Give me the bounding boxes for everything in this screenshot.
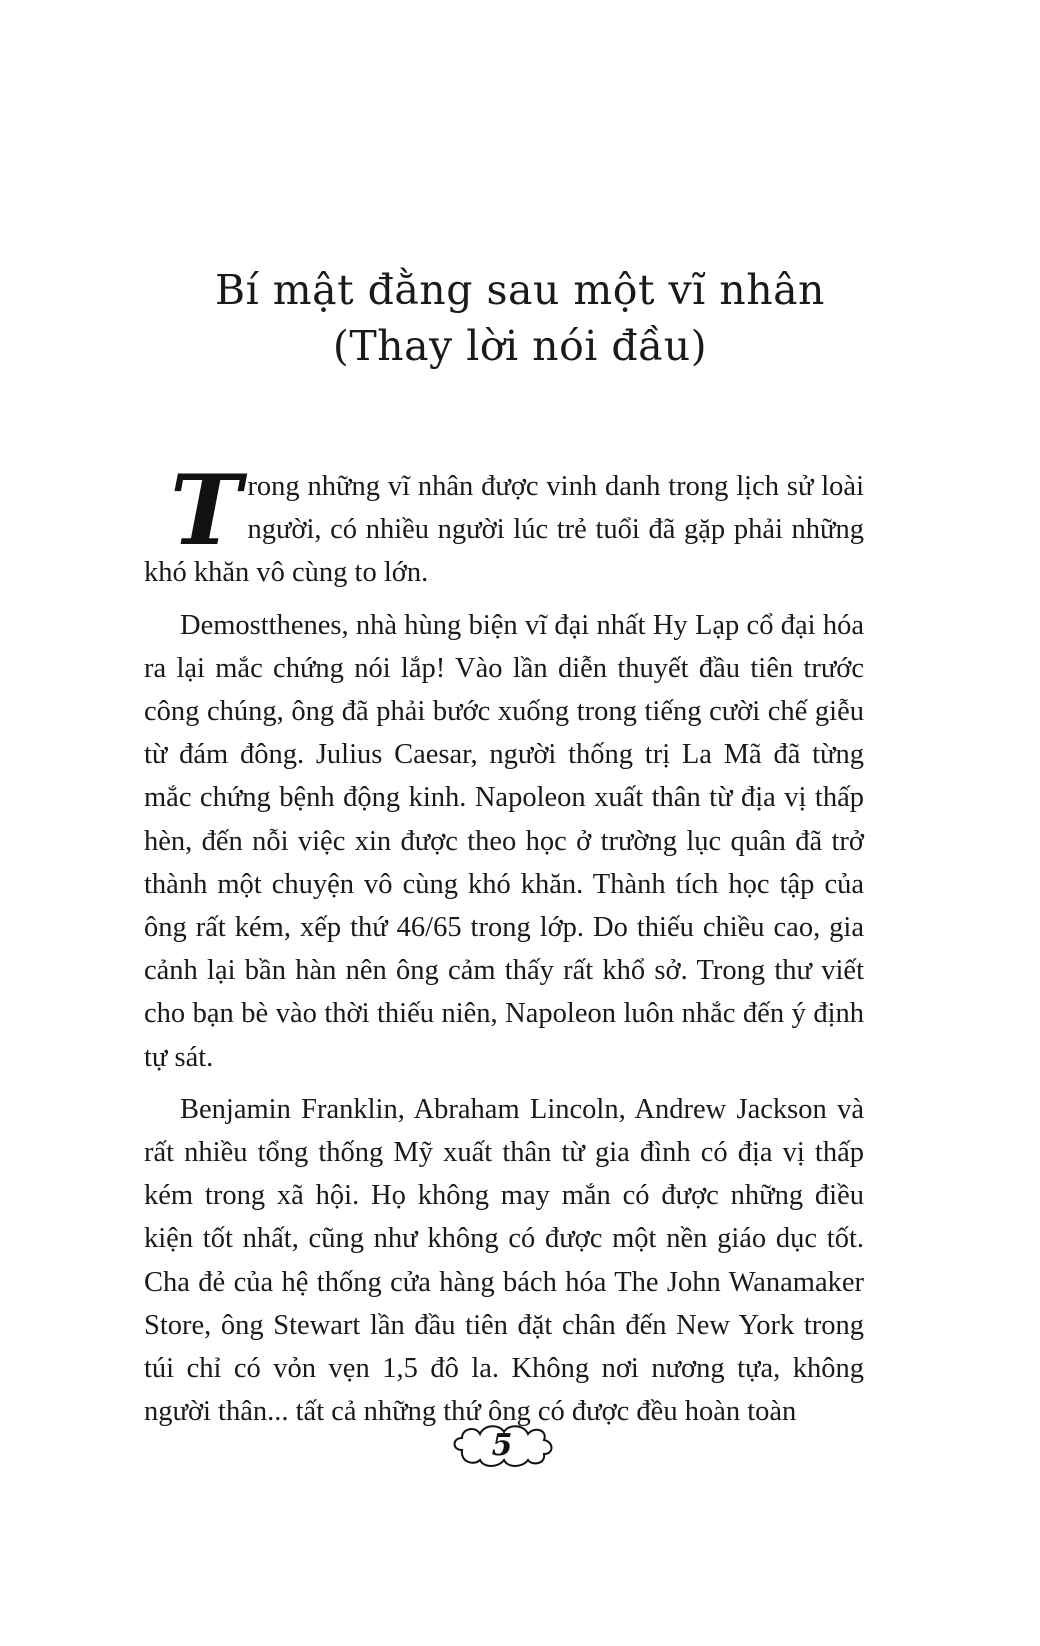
drop-cap: T <box>170 454 242 567</box>
paragraph-3: Benjamin Franklin, Abraham Lincoln, Andrew Jackson và rất nhiều tổng thống Mỹ xuất thân từ gia đình có địa vị thấp kém trong xã hội. Họ không may mắn có được những điều kiện tốt nhất, cũng như không có được một nền giáo dục tốt. Cha đẻ của hệ thống cửa hàng bách hóa The John Wanamaker Store, ông Stewart lần đầu tiên đặt chân đến New York trong túi chỉ có vỏn vẹn 1,5 đô la. Không nơi nương tựa, không người thân... tất cả những thứ ông có được đều hoàn toàn <box>144 1093 864 1428</box>
paragraph-1-text: rong những vĩ nhân được vinh danh trong lịch sử loài người, có nhiều người lúc trẻ tuổi đã gặp phải những khó khăn vô cùng to lớn. <box>144 471 864 589</box>
chapter-title-subtitle: (Thay lời nói đầu) <box>332 322 708 370</box>
paragraph-2: Demostthenes, nhà hùng biện vĩ đại nhất Hy Lạp cổ đại hóa ra lại mắc chứng nói lắp! Vào lần diễn thuyết đầu tiên trước công chúng, ông đã phải bước xuống trong tiếng cười chế giễu từ đám đông. Julius Caesar, người thống trị La Mã đã từng mắc chứng bệnh động kinh. Napoleon xuất thân từ địa vị thấp hèn, đến nỗi việc xin được theo học ở trường lục quân đã trở thành một chuyện vô cùng khó khăn. Thành tích học tập của ông rất kém, xếp thứ 46/65 trong lớp. Do thiếu chiều cao, gia cảnh lại bần hàn nên ông cảm thấy rất khổ sở. Trong thư viết cho bạn bè vào thời thiếu niên, Napoleon luôn nhắc đến ý định tự sát. <box>144 609 864 1073</box>
body-text <box>144 454 864 1442</box>
chapter-title <box>0 262 1040 374</box>
chapter-title-main: Bí mật đằng sau một vĩ nhân <box>215 266 825 314</box>
page-number-badge <box>448 1420 556 1472</box>
page-number: 5 <box>491 1428 513 1463</box>
paragraph-1 <box>144 454 864 595</box>
